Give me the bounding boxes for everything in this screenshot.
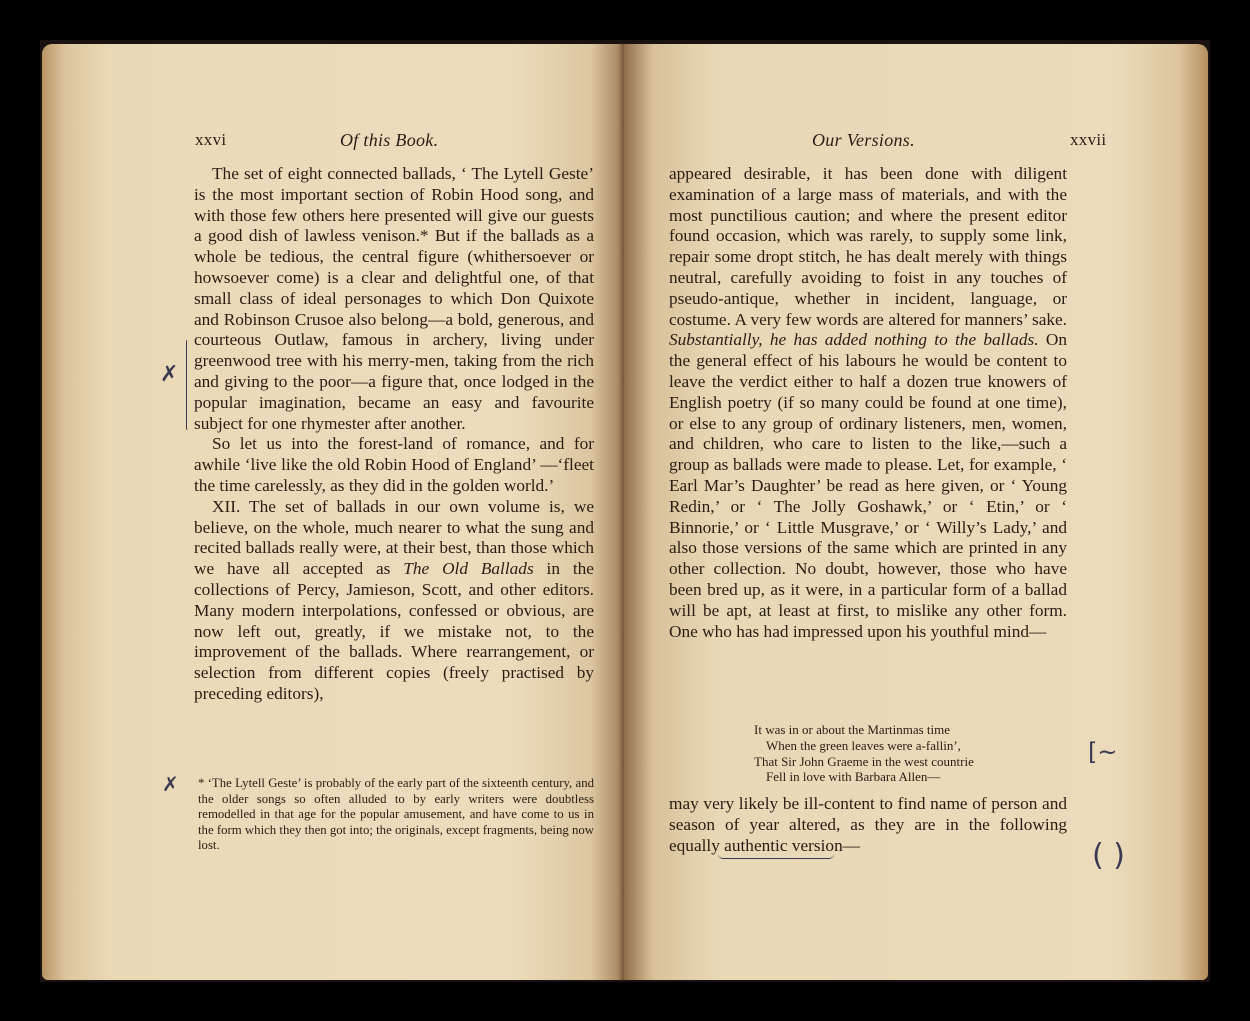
right-paragraph-1-italic: Substantially, he has added nothing to the ballads. — [669, 330, 1039, 350]
left-page — [42, 44, 626, 980]
pencil-footnote-cross-mark: ✗ — [162, 772, 179, 796]
pencil-underline — [718, 854, 834, 859]
right-paragraph-1-start: appeared desirable, it has been done with diligent examination of a large mass of materials, and with the most punctilious caution; and where the present editor found occasion, which was rarely, to supply some link, repair some dropt stitch, he has dealt merely with things neutral, carefully avoiding to foist in any touches of pseudo-antique, whether in incident, language, or costume. A very few words are altered for manners’ sake. — [669, 164, 1067, 329]
left-paragraph-3-start: XII. The set of ballads in our own volume is, we believe, on the whole, much nearer to what the sung and recited ballads really were, at their best, than those which we have all accepted as — [194, 496, 594, 579]
right-paragraph-1-end: On the general effect of his labours he would be content to leave the verdict either to half a dozen true knowers of English poetry (if so many could be found at one time), or else to any group of ordinary listeners, men, women, and children, who care to listen to the like,—such a group as ballads were made to please. Let, for example, ‘ Earl Mar’s Daughter’ be read as here given, or ‘ Young Redin,’ or ‘ The Jolly Goshawk,’ or ‘ Etin,’ or ‘ Binnorie,’ or ‘ Little Musgrave,’ or ‘ Willy’s Lady,’ and also those versions of the same which are printed in any other collection. No doubt, however, those who have been bred up, as it were, in a particular form of a ballad will be apt, at least at first, to mislike any other form. One who has had impressed upon his youthful mind— — [669, 330, 1067, 641]
left-footnote: * ‘The Lytell Geste’ is probably of the early part of the sixteenth century, and the older songs so often alluded to by early writers were doubtless remodelled in that age for the popular amusement, and have come to us in the form which they then got into; the originals, except fragments, being now lost. — [198, 776, 594, 853]
ballad-verse — [754, 722, 974, 785]
left-paragraph-1: The set of eight connected ballads, ‘ The Lytell Geste’ is the most important section of Robin Hood song, and with those few others here presented will give our guests a good dish of lawless venison.* But if the ballads as a whole be tedious, the central figure (whithersoever or howsoever come) is a clear and delightful one, of that small class of ideal personages to which Don Quixote and Robinson Crusoe also belong—a bold, generous, and courteous Outlaw, famous in archery, living under greenwood tree with his merry-men, taking from the rich and giving to the poor—a figure that, once lodged in the popular imagination, became an easy and favourite subject for one rhymester after another. — [194, 164, 594, 433]
left-paragraph-3-end: in the collections of Percy, Jamieson, Scott, and other editors. Many modern interpolations, confessed or obvious, are now left out, greatly, if we mistake not, to the improvement of the ballads. Where rearrangement, or selection from different copies (freely practised by preceding editors), — [194, 559, 594, 703]
pencil-parenthesis-mark: ( ) — [1092, 838, 1125, 873]
pencil-bracket-mark: [~ — [1088, 738, 1118, 766]
verse-line-1: It was in or about the Martinmas time — [754, 722, 951, 737]
left-page-number: xxvi — [195, 130, 227, 149]
right-page-number: xxvii — [1070, 130, 1107, 149]
open-book — [40, 40, 1210, 982]
left-paragraph-3-italic: The Old Ballads — [403, 559, 534, 579]
right-body-text — [669, 164, 1067, 642]
left-paragraph-3 — [194, 497, 594, 705]
pencil-cross-mark: ✗ — [160, 362, 179, 387]
right-page — [624, 44, 1208, 980]
left-paragraph-2: So let us into the forest-land of romance, and for awhile ‘live like the old Robin Hood of England’ —‘fleet the time carelessly, as they did in the golden world.’ — [194, 434, 594, 495]
left-body-text — [194, 164, 594, 705]
right-running-title: Our Versions. — [812, 130, 915, 150]
verse-line-4: Fell in love with Barbara Allen— — [766, 769, 941, 785]
pencil-margin-bracket — [186, 340, 189, 430]
verse-line-2: When the green leaves were a-fallin’, — [766, 737, 961, 753]
right-closing-paragraph: may very likely be ill-content to find name of person and season of year altered, as they are in the following equally authentic version— — [669, 794, 1067, 855]
left-running-title: Of this Book. — [340, 130, 439, 150]
right-paragraph-1 — [669, 164, 1067, 642]
verse-line-3: That Sir John Graeme in the west countrie — [754, 753, 974, 769]
